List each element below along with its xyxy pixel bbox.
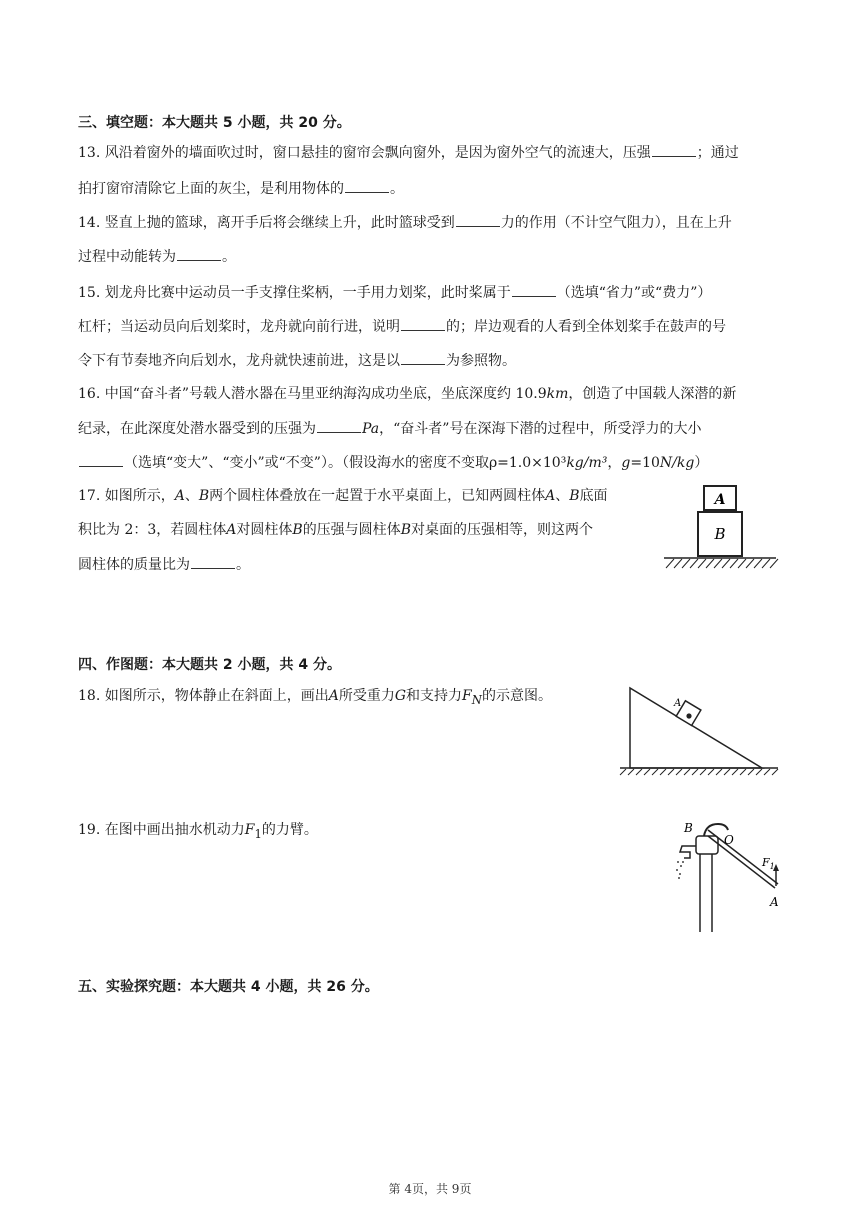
q16-blank2[interactable] — [79, 452, 123, 467]
q15-blank1[interactable] — [512, 282, 556, 297]
force-f1-label: $F_1$ — [762, 856, 775, 871]
q14-blank1[interactable] — [456, 212, 500, 227]
q15-line3: 令下有节奏地齐向后划水，龙舟就快速前进，这是以 为参照物。 — [78, 350, 516, 371]
section-fill-heading: 三、填空题：本大题共 5 小题，共 20 分。 — [78, 115, 351, 131]
q16-line1: 16. 中国“奋斗者”号载人潜水器在马里亚纳海沟成功坐底，坐底深度约 10.9km，创造了中国载人深潜的新 — [78, 386, 737, 402]
point-b-label: B — [684, 821, 693, 835]
q19-line: 19. 在图中画出抽水机动力$F_1$的力臂。 — [78, 822, 318, 841]
incline-triangle — [630, 688, 762, 768]
block-a-label: A — [674, 698, 682, 709]
section-draw-heading: 四、作图题：本大题共 2 小题，共 4 分。 — [78, 657, 341, 673]
q14-line1: 14. 竖直上抛的篮球，离开手后将会继续上升，此时篮球受到 力的作用（不计空气阻力），且在上升 — [78, 212, 732, 233]
point-o-label: O — [724, 833, 734, 847]
q17-blank[interactable] — [191, 554, 235, 569]
q19-water-pump-figure — [660, 818, 786, 936]
block-center-dot — [686, 713, 691, 718]
q18-incline-figure — [616, 684, 782, 776]
q17-stacked-cylinders-figure — [660, 482, 780, 574]
section-experiment-heading: 五、实验探究题：本大题共 4 小题，共 26 分。 — [78, 979, 379, 995]
water-drops — [676, 861, 684, 879]
cylinder-a-label: A — [714, 492, 726, 508]
q17-line3: 圆柱体的质量比为 。 — [78, 554, 250, 575]
q17-line2: 积比为 2：3，若圆柱体A对圆柱体B的压强与圆柱体B对桌面的压强相等，则这两个 — [78, 522, 593, 538]
q14-line2: 过程中动能转为 。 — [78, 246, 236, 267]
q15-line1: 15. 划龙舟比赛中运动员一手支撑住桨柄，一手用力划桨，此时桨属于 （选填“省力”或“费力”） — [78, 282, 711, 303]
q14-blank2[interactable] — [177, 246, 221, 261]
q15-blank3[interactable] — [401, 350, 445, 365]
pump-spout — [680, 846, 696, 858]
q15-blank2[interactable] — [401, 316, 445, 331]
q13-blank1[interactable] — [652, 142, 696, 157]
q16-line2: 纪录，在此深度处潜水器受到的压强为 Pa，“奋斗者”号在深海下潜的过程中，所受浮力的大小 — [78, 418, 701, 439]
cylinder-b-label: B — [714, 525, 726, 543]
q13-line1: 13. 风沿着窗外的墙面吹过时，窗口悬挂的窗帘会飘向窗外，是因为窗外空气的流速大，压强 ；通过 — [78, 142, 739, 163]
q18-line: 18. 如图所示，物体静止在斜面上，画出A所受重力G和支持力$F_N$的示意图。 — [78, 688, 552, 707]
q13-line2: 拍打窗帘清除它上面的灰尘，是利用物体的 。 — [78, 178, 404, 199]
q16-line3: （选填“变大”、“变小”或“不变”）。（假设海水的密度不变取ρ=1.0×10³kg/m³，g=10N/kg） — [78, 452, 708, 473]
ground-hatch — [666, 559, 778, 568]
pump-housing — [696, 836, 718, 854]
q17-line1: 17. 如图所示，A、B两个圆柱体叠放在一起置于水平桌面上，已知两圆柱体A、B底面 — [78, 488, 608, 504]
point-a-label: A — [770, 895, 779, 909]
q16-blank1[interactable] — [317, 418, 361, 433]
q13-blank2[interactable] — [345, 178, 389, 193]
q15-line2: 杠杆；当运动员向后划桨时，龙舟就向前行进，说明 的；岸边观看的人看到全体划桨手在鼓声的号 — [78, 316, 726, 337]
ground-hatch — [620, 769, 778, 775]
page-footer: 第 4页，共 9页 — [388, 1182, 472, 1196]
